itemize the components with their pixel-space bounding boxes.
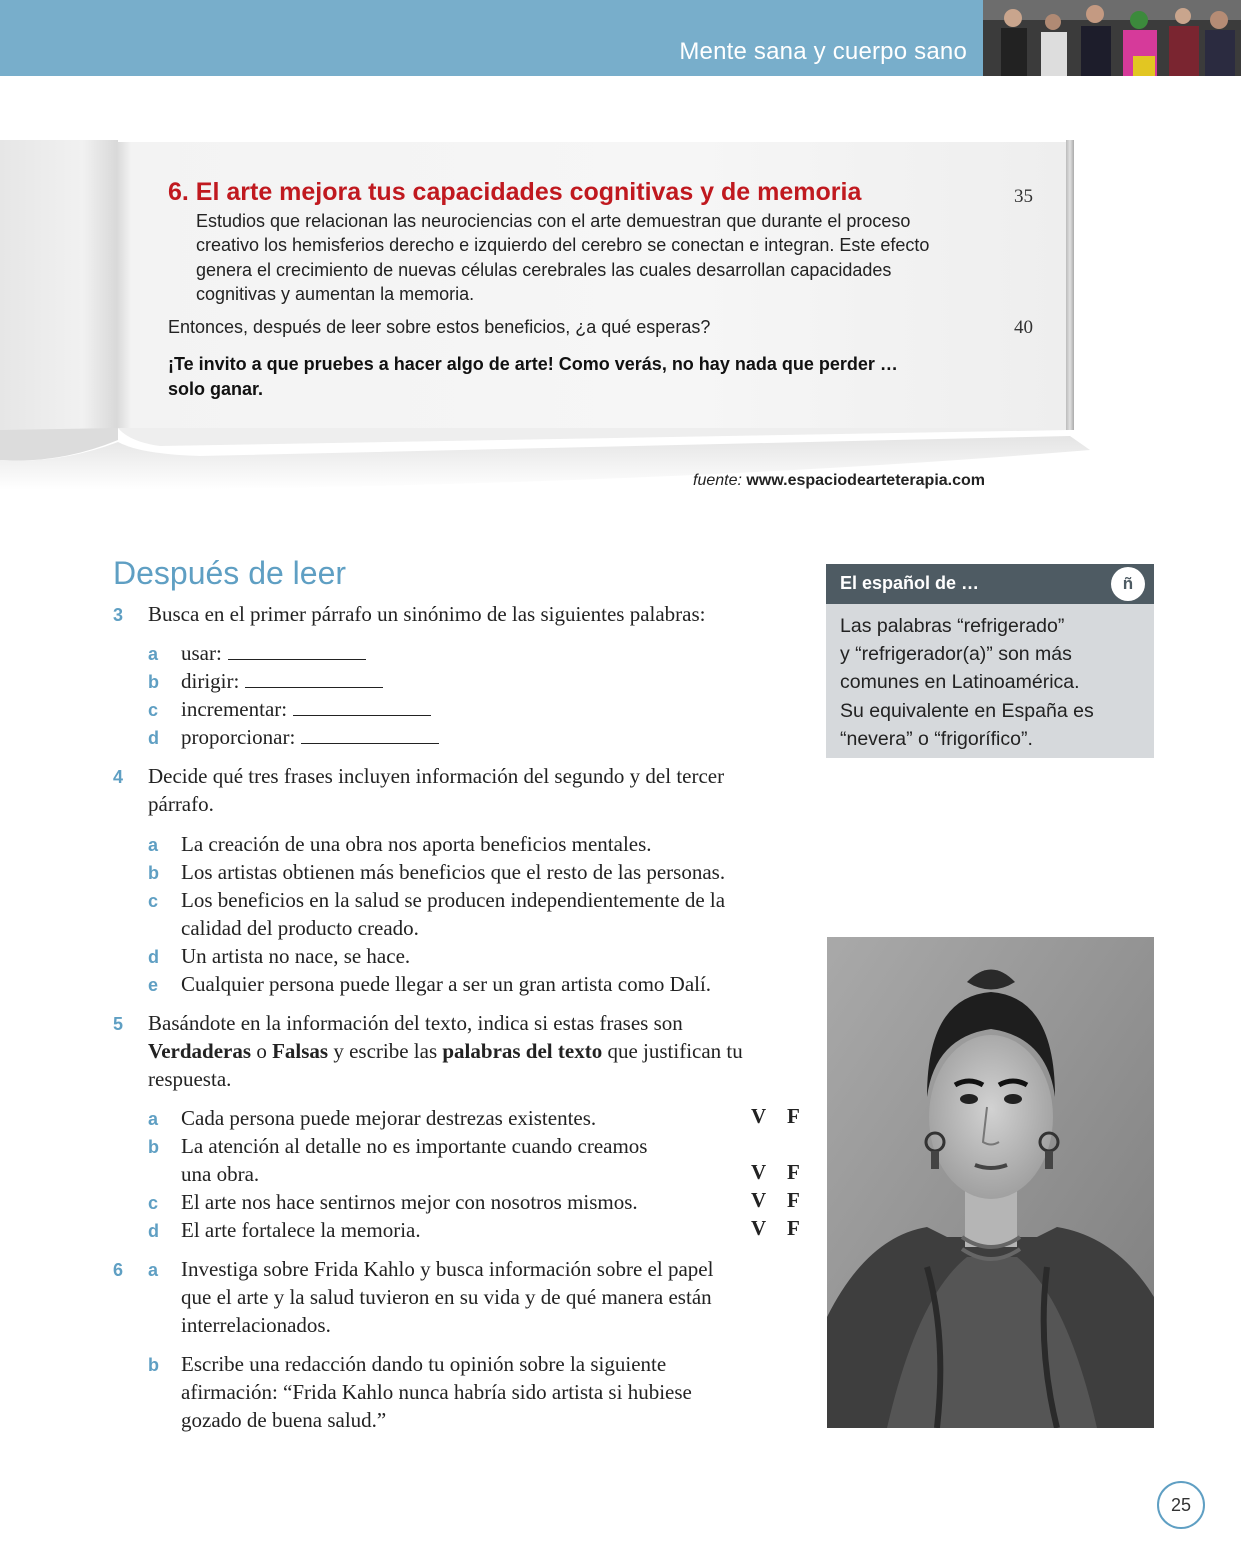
item-letter: a [148,644,159,664]
answer-blank[interactable] [301,742,439,744]
exercise-5-item: Cada persona puede mejorar destrezas existentes. [181,1106,597,1130]
bold-term: Falsas [272,1039,329,1063]
item-line: Investiga sobre Frida Kahlo y busca información sobre el papel [181,1257,714,1281]
exercise-4-prompt [148,762,724,818]
item-line: La atención al detalle no es importante cuando creamos [181,1134,648,1158]
prompt-line [148,1037,808,1065]
item-line: calidad del producto creado. [181,916,419,940]
article-paragraph [196,209,976,306]
exercise-4-item: Los artistas obtienen más beneficios que el resto de las personas. [181,860,726,884]
false-option[interactable]: F [787,1160,800,1184]
exercise-5-prompt [148,1009,808,1093]
page-number: 25 [1157,1481,1205,1529]
article-question: Entonces, después de leer sobre estos beneficios, ¿a qué esperas? [168,317,711,337]
invite-line: ¡Te invito a que pruebes a hacer algo de arte! Como verás, no hay nada que perder … [168,354,898,374]
article-invitation [168,352,938,401]
exercise-3-item [181,695,431,723]
header-bar [0,0,983,76]
exercise-5-item: El arte nos hace sentirnos mejor con nosotros mismos. [181,1190,638,1214]
text: o [251,1039,273,1063]
false-option[interactable]: F [787,1104,800,1128]
note-line: Su equivalente en España es [840,699,1094,722]
article-line: cognitivas y aumentan la memoria. [196,283,475,304]
item-line: que el arte y la salud tuvieron en su vida y de qué manera están [181,1285,712,1309]
item-letter: c [148,891,159,911]
item-letter: d [148,728,159,748]
true-option[interactable]: V [751,1104,767,1128]
language-note-title: El español de … [840,573,980,593]
exercise-number: 5 [113,1014,124,1034]
item-line: gozado de buena salud.” [181,1408,387,1432]
item-letter: b [148,672,159,692]
exercise-number: 6 [113,1260,124,1280]
exercise-6-item [181,1350,692,1434]
exercise-6-item [181,1255,713,1339]
item-line: Escribe una redacción dando tu opinión sobre la siguiente [181,1352,667,1376]
true-option[interactable]: V [751,1216,767,1240]
bold-term: palabras del texto [442,1039,603,1063]
article-line: genera el crecimiento de nuevas células cerebrales las cuales desarrollan capacidades [196,259,892,280]
item-text: usar: [181,641,222,665]
article-heading: 6. El arte mejora tus capacidades cognitivas y de memoria [168,178,862,206]
exercise-4-item: Cualquier persona puede llegar a ser un gran artista como Dalí. [181,972,712,996]
exercise-4-item [181,886,725,942]
item-letter: a [148,1260,159,1280]
item-line: interrelacionados. [181,1313,331,1337]
true-option[interactable]: V [751,1160,767,1184]
answer-blank[interactable] [245,686,383,688]
bold-term: Verdaderas [148,1039,252,1063]
source-url: www.espaciodearteterapia.com [746,472,985,489]
language-note-text [840,612,1140,753]
item-letter: e [148,975,159,995]
exercise-number: 4 [113,767,124,787]
book-left-page [0,140,118,440]
note-line: Las palabras “refrigerado” [840,615,1065,637]
item-letter: c [148,1193,159,1213]
item-letter: d [148,1221,159,1241]
item-text: incrementar: [181,697,288,721]
item-letter: a [148,1109,159,1129]
item-letter: d [148,947,159,967]
prompt-line: párrafo. [148,792,214,816]
chapter-title: Mente sana y cuerpo sano [679,38,967,65]
exercise-3-item [181,723,439,751]
text: que justifican tu [602,1039,743,1063]
language-note-box [826,564,1154,758]
exercise-5-item: El arte fortalece la memoria. [181,1218,421,1242]
exercise-3-item [181,639,366,667]
exercise-3-prompt: Busca en el primer párrafo un sinónimo de las siguientes palabras: [148,602,706,626]
item-letter: b [148,1355,159,1375]
item-text: dirigir: [181,669,240,693]
exercise-4-item: Un artista no nace, se hace. [181,944,411,968]
item-letter: c [148,700,159,720]
prompt-line: Basándote en la información del texto, indica si estas frases son [148,1011,683,1035]
text: y escribe las [328,1039,443,1063]
book-edge [1066,140,1074,430]
note-line: y “refrigerador(a)” son más [840,643,1072,666]
section-title: Después de leer [113,555,347,591]
exercise-4-item: La creación de una obra nos aporta beneficios mentales. [181,832,652,856]
language-note-header [826,564,1154,604]
item-line: afirmación: “Frida Kahlo nunca habría sido artista si hubiese [181,1380,692,1404]
prompt-line: Decide qué tres frases incluyen información del segundo y del tercer [148,764,725,788]
false-option[interactable]: F [787,1188,800,1212]
article-line: creativo los hemisferios derecho e izquierdo del cerebro se conectan e integran. Este efecto [196,235,930,256]
exercise-number: 3 [113,605,124,625]
article-line: Estudios que relacionan las neurociencias con el arte demuestran que durante el proceso [196,211,911,231]
frida-kahlo-portrait [827,937,1154,1428]
exercise-5-item [181,1132,647,1188]
exercise-3-item [181,667,383,695]
line-number-35: 35 [1014,186,1033,207]
line-number-40: 40 [1014,317,1033,338]
source-citation [693,472,985,490]
item-line: Los beneficios en la salud se producen independientemente de la [181,888,726,912]
invite-line: solo ganar. [168,378,264,399]
enye-badge-icon: ñ [1111,567,1145,601]
item-letter: b [148,1137,159,1157]
prompt-line: respuesta. [148,1067,232,1091]
item-letter: a [148,835,159,855]
false-option[interactable]: F [787,1216,800,1240]
source-label: fuente: [693,472,742,489]
header-photo-crowd [983,0,1241,76]
true-option[interactable]: V [751,1188,767,1212]
item-line: una obra. [181,1162,260,1186]
item-letter: b [148,863,159,883]
answer-blank[interactable] [293,714,431,716]
note-line: “nevera” o “frigorífico”. [840,727,1033,750]
note-line: comunes en Latinoamérica. [840,671,1080,694]
answer-blank[interactable] [228,658,366,660]
item-text: proporcionar: [181,725,296,749]
